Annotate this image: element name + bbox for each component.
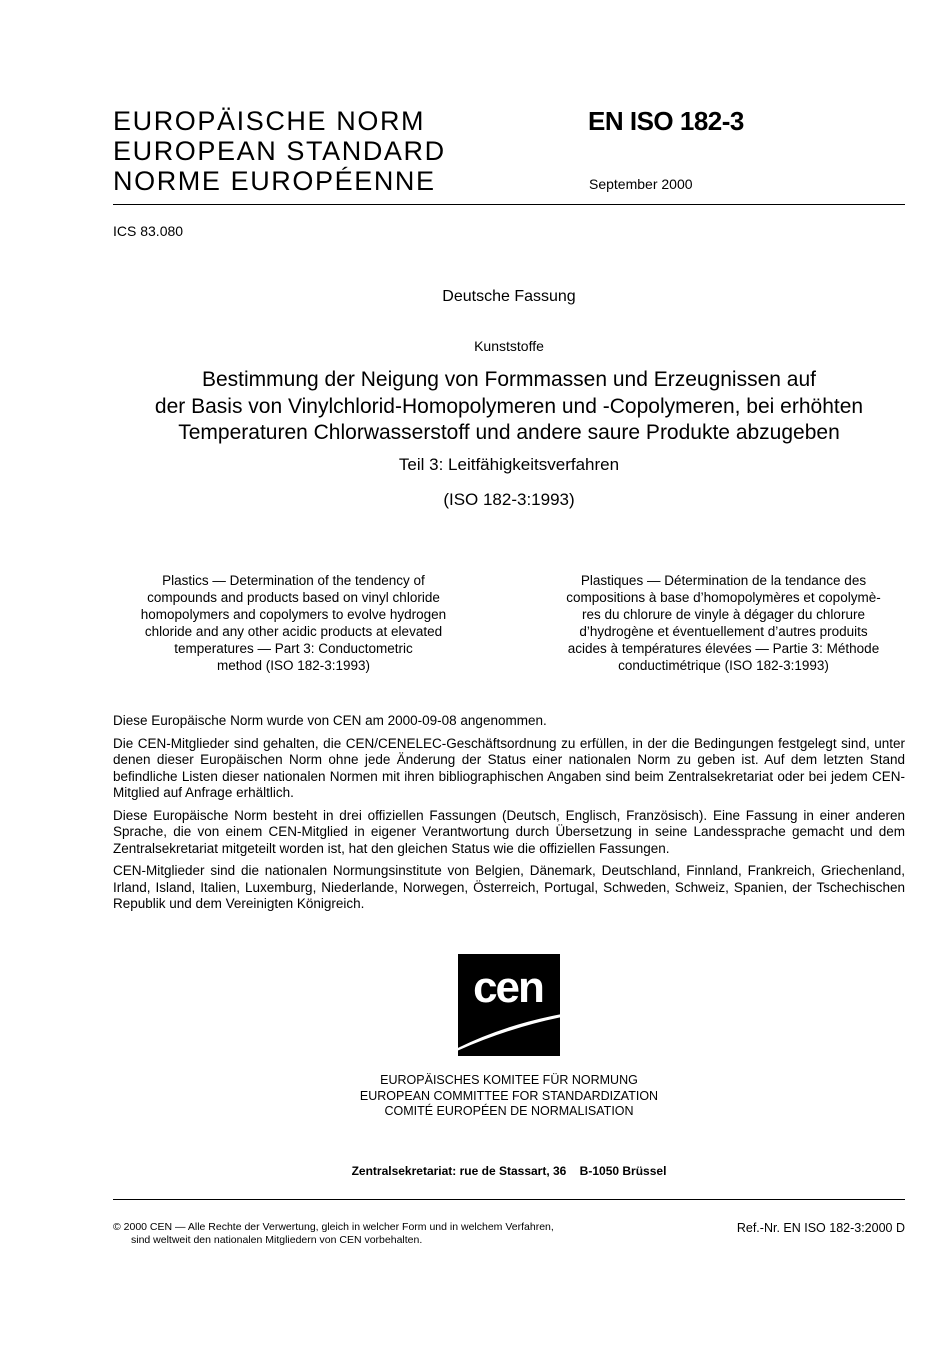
text-line: compositions à base d’homopolymères et copolymè- [566, 590, 881, 605]
text-line: conductimétrique (ISO 182-3:1993) [618, 658, 829, 673]
title-de: EUROPÄISCHE NORM [113, 106, 426, 136]
text-line: temperatures — Part 3: Conductometric [174, 641, 413, 656]
text-line: EUROPÄISCHES KOMITEE FÜR NORMUNG [380, 1073, 638, 1087]
title-line: Bestimmung der Neigung von Formmassen und Erzeugnissen auf [202, 368, 816, 391]
title-line: Temperaturen Chlorwasserstoff und andere saure Produkte abzugeben [178, 421, 840, 444]
part-title: Teil 3: Leitfähigkeitsverfahren [398, 455, 620, 474]
text-line: compounds and products based on vinyl chloride [147, 590, 440, 605]
header-divider [113, 204, 905, 205]
secretariat-address: Zentralsekretariat: rue de Stassart, 36 B-1050 Brüssel [351, 1164, 667, 1178]
document-title [113, 367, 905, 447]
title-fr: NORME EUROPÉENNE [113, 166, 436, 196]
text-line: res du chlorure de vinyle à dégager du chlorure [582, 607, 865, 622]
french-title [551, 572, 896, 674]
paragraph: Die CEN-Mitglieder sind gehalten, die CEN/CENELEC-Geschäftsordnung zu erfüllen, in der die Bedingungen festgelegt sind, unter denen dieser Europäischen Norm ohne jede Änderung der Status einer nationalen Norm zu geben ist. Auf dem letzten Stand befindliche Listen dieser nationalen Normen mit ihren bibliographischen Angaben sind beim Zentralsekretariat oder bei jedem CEN-Mitglied auf Anfrage erhältlich. [113, 735, 905, 800]
text-line: COMITÉ EUROPÉEN DE NORMALISATION [384, 1104, 634, 1118]
text-line: chloride and any other acidic products at elevated [144, 624, 443, 639]
text-line: sind weltweit den nationalen Mitgliedern von CEN vorbehalten. [131, 1233, 423, 1246]
version-label: Deutsche Fassung [442, 288, 576, 305]
text-line: d’hydrogène et éventuellement d’autres produits [579, 624, 868, 639]
iso-reference: (ISO 182-3:1993) [443, 490, 575, 509]
publication-date: September 2000 [589, 176, 693, 192]
paragraph: Diese Europäische Norm besteht in drei offiziellen Fassungen (Deutsch, Englisch, Französisch). Eine Fassung in einer anderen Sprache, die von einem CEN-Mitglied in eigener Verantwortung durch Übersetzung in seine Landessprache gemacht und dem Zentralsekretariat mitgeteilt worden ist, hat den gleichen Status wie die offiziellen Fassungen. [113, 807, 905, 856]
subject: Kunststoffe [474, 338, 544, 354]
text-line: EUROPEAN COMMITTEE FOR STANDARDIZATION [359, 1088, 659, 1103]
english-title [121, 572, 466, 674]
paragraph: CEN-Mitglieder sind die nationalen Normungsinstitute von Belgien, Dänemark, Deutschland, Finnland, Frankreich, Griechenland, Irland, Island, Italien, Luxemburg, Niederlande, Norwegen, Österreich, Portugal, Schweden, Schweiz, Spanien, der Tschechischen Republik und dem Vereinigten Königreich. [113, 863, 905, 911]
cen-logo [458, 954, 560, 1056]
copyright-notice [113, 1221, 554, 1246]
title-line: der Basis von Vinylchlorid-Homopolymeren und -Copolymeren, bei erhöhten [154, 394, 864, 418]
footer-divider [113, 1199, 905, 1200]
ics-code: ICS 83.080 [113, 223, 184, 239]
svg-text:cen: cen [473, 963, 543, 1012]
standard-number: EN ISO 182-3 [588, 106, 744, 136]
title-en: EUROPEAN STANDARD [113, 136, 446, 166]
paragraph: Diese Europäische Norm wurde von CEN am 2000-09-08 angenommen. [113, 713, 547, 728]
text-line: acides à températures élevées — Partie 3: Méthode [567, 641, 880, 656]
body-text [113, 713, 905, 919]
text-line: Plastics — Determination of the tendency of [162, 573, 425, 588]
norm-titles [113, 106, 446, 196]
reference-number: Ref.-Nr. EN ISO 182-3:2000 D [736, 1221, 905, 1235]
committee-names [113, 1073, 905, 1120]
text-line: Plastiques — Détermination de la tendance des [580, 573, 867, 588]
text-line: homopolymers and copolymers to evolve hydrogen [140, 607, 447, 622]
text-line: © 2000 CEN — Alle Rechte der Verwertung, gleich in welcher Form und in welchem Verfahren, [113, 1221, 554, 1233]
text-line: method (ISO 182-3:1993) [216, 658, 371, 673]
